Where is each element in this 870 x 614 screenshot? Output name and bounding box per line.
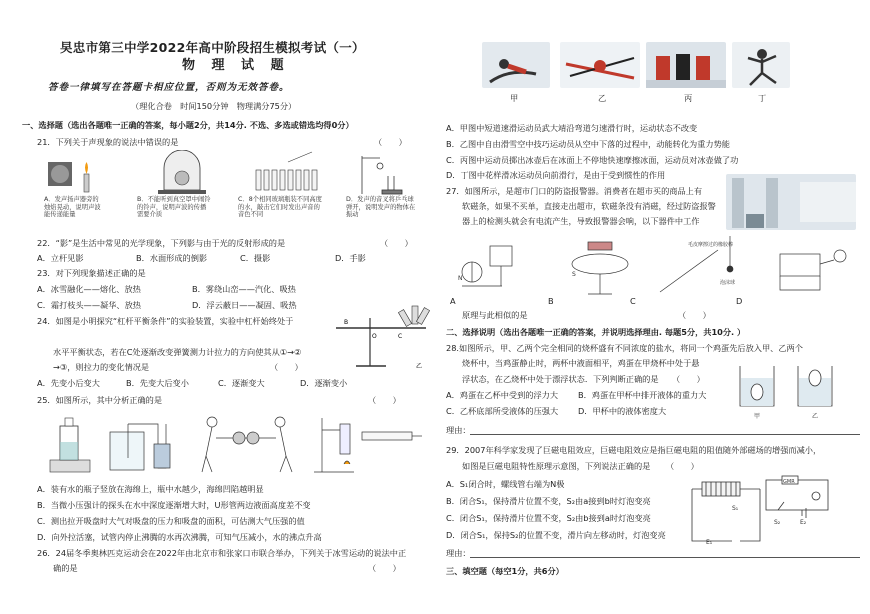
q28-option-b: B．鸡蛋在甲杯中排开液体的重力大 <box>578 390 707 400</box>
q28-fig-yi: 乙 <box>812 413 819 420</box>
q28-beakers-figure <box>732 356 852 420</box>
q22-option-b: B．水面形成的倒影 <box>136 253 208 263</box>
q24-line2: 水平平衡状态，若在C处逐渐改变弹簧测力计拉力的方向使其从①→② <box>53 347 302 357</box>
q27-opt-c: C <box>630 296 636 306</box>
q24-label-o: O <box>372 333 377 340</box>
syringe-boiling-figure <box>314 418 422 472</box>
tuning-fork-figure <box>362 156 402 194</box>
q27-fig-s: S <box>572 271 576 278</box>
q28-option-a: A．鸡蛋在乙杯中受到的浮力大 <box>446 390 559 400</box>
q24-label-z: 乙 <box>416 363 423 370</box>
bell-jar-figure <box>158 150 206 194</box>
q24-label-b: B <box>344 319 349 326</box>
q25-paren: （ ） <box>368 395 401 405</box>
q29-line1: 29．2007年科学家发现了巨磁电阻效应，巨磁电阻效应是指巨磁电阻的阻值随外部磁场的增强而减小， <box>446 445 822 455</box>
q29-fig-e2: E₂ <box>800 519 807 526</box>
q27-line2: 软磁条，如果不买单，直接走出超市，软磁条没有消磁，经过防盗报警 <box>462 201 716 211</box>
q29-paren: （ ） <box>666 461 699 471</box>
suction-cup-figure <box>202 417 292 472</box>
q21-option-d: D．发声的音叉将乒乓球弹开，说明发声的物体在振动 <box>346 196 416 219</box>
subject-title: 物 理 试 题 <box>182 58 290 73</box>
right-column <box>440 0 870 614</box>
q27-opt-a: A <box>450 296 456 306</box>
exam-title: 旲忠市第三中学2022年高中阶段招生模拟考试（一） <box>60 40 365 55</box>
notice: 答卷一律填写在答题卡相应位置，否则为无效答卷。 <box>48 82 290 93</box>
q29-option-d: D．闭合S₁，保持S₂的位置不变，滑片向左移动时，灯泡变亮 <box>446 530 666 540</box>
q24-paren: （ ） <box>270 362 303 372</box>
q27-figure-d <box>780 250 846 290</box>
q26-label-bing: 丙 <box>684 93 693 103</box>
q29-option-b: B．闭合S₁，保持滑片位置不变，S₂由a接到b时灯泡变亮 <box>446 496 651 506</box>
q29-gmr-circuit-figure <box>686 474 832 546</box>
q25-option-c: C．测出拉开吸盘时大气对吸盘的压力和吸盘的面积，可估测大气压强的值 <box>37 516 305 526</box>
q27-opt-d: D <box>736 296 743 306</box>
bottles-figure <box>256 152 317 190</box>
q25-stem: 25．如图所示，其中分析正确的是 <box>37 395 163 405</box>
q24-option-d: D．逐渐变小 <box>300 378 348 388</box>
q29-fig-gmr: GMR <box>783 479 795 485</box>
q26-label-jia: 甲 <box>510 93 519 103</box>
q24-option-b: B．先变大后变小 <box>126 378 189 388</box>
q28-option-d: D．甲杯中的液体密度大 <box>578 406 667 416</box>
q27-fig-note: 毛皮摩擦过的橡胶棒 <box>688 242 734 248</box>
q29-fig-s1: S₁ <box>732 505 739 512</box>
q24-line3: →③，则拉力的变化情况是 <box>53 362 150 372</box>
q26-label-yi: 乙 <box>598 93 607 103</box>
q23-option-d: D．浮云蔽日——凝固、吸热 <box>192 300 297 310</box>
q26-photo-ding <box>732 42 790 88</box>
q26-label-ding: 丁 <box>758 93 767 103</box>
q26-line2: 确的是 <box>53 563 78 573</box>
bottle-on-sponge-figure <box>50 418 90 472</box>
q29-fig-s2: S₂ <box>774 519 781 526</box>
q22-option-a: A．立杆见影 <box>37 253 84 263</box>
q22-paren: （ ） <box>380 238 413 248</box>
q25-option-d: D．向外拉活塞，试管内停止沸腾的水再次沸腾，可知气压减小，水的沸点升高 <box>37 532 322 542</box>
q24-option-c: C．逐渐变大 <box>218 378 265 388</box>
q24-option-a: A．先变小后变大 <box>37 378 100 388</box>
q23-option-b: B．雾绕山峦——汽化、吸热 <box>192 284 296 294</box>
q25-option-b: B．当微小压强计的探头在水中深度逐渐增大时，U形管两边液面高度差不变 <box>37 500 311 510</box>
q26-photo-yi <box>560 42 640 88</box>
q23-option-c: C．霜打枝头——凝华、放热 <box>37 300 141 310</box>
q27-line1: 27．如图所示，是超市门口的防盗报警器。消费者在超市买的商品上有 <box>446 186 703 196</box>
q29-reason-label: 理由： <box>446 548 471 558</box>
section-1-heading: 一、选择题（选出各题唯一正确的答案，每小题2分，共14分. 不选、多选或错选均得0分） <box>22 120 354 130</box>
q28-reason-label: 理由： <box>446 425 471 435</box>
q28-fig-jia: 甲 <box>754 413 761 420</box>
q26-option-d: D．丁图中花样滑冰运动员向前滑行，是由于受到惯性的作用 <box>446 170 666 180</box>
q22-option-c: C．摄影 <box>240 253 271 263</box>
section-2-heading: 二、选择说明（选出各题唯一正确的答案，并说明选择理由. 每题5分，共10分. ） <box>446 327 746 337</box>
q28-line3: 浮状态，在乙烧杯中处于漂浮状态．下列判断正确的是 <box>462 374 659 384</box>
q25-figures <box>44 408 424 476</box>
q27-line3: 器上的检测头就会有电流产生，导致报警器会响，以下器件中工作 <box>462 216 700 226</box>
q21-paren: （ ） <box>374 137 407 147</box>
q28-line1: 28.如图所示，甲、乙两个完全相同的烧杯盛有不同浓度的盐水，将同一个鸡蛋先后放入甲、乙两个 <box>446 343 803 353</box>
q22-stem: 22．“影”是生活中常见的光学现象，下列影与由于光的反射形成的是 <box>37 238 286 248</box>
q26-option-a: A．甲图中短道速滑运动员武大靖沿弯道匀速滑行时，运动状态不改变 <box>446 123 698 133</box>
q23-option-a: A．冰雪融化——熔化、放热 <box>37 284 141 294</box>
q21-option-c: C．8个相同玻璃瓶装不同高度的水，敲击它们时发出声音的音色不同 <box>238 196 322 219</box>
pressure-gauge-figure <box>110 424 170 470</box>
q21-option-b: B．不能听到真空罩中闹铃的铃声，说明声波的传播需要介质 <box>137 196 211 219</box>
q29-option-c: C．闭合S₁，保持滑片位置不变，S₂由b接到a时灯泡变亮 <box>446 513 651 523</box>
q27-figure-a <box>458 246 512 286</box>
q27-fig-note2: 泡沫球 <box>720 280 736 286</box>
q21-stem: 21．下列关于声现象的说法中错误的是 <box>37 137 179 147</box>
exam-info: （理化合卷 时间150分钟 物理满分75分） <box>131 101 297 111</box>
q28-reason-line[interactable] <box>470 434 860 435</box>
q27-figure-b <box>572 242 628 294</box>
q29-line2: 如图是巨磁电阻特性原理示意图，下列说法正确的是 <box>462 461 651 471</box>
q22-option-d: D．手影 <box>335 253 366 263</box>
q26-paren: （ ） <box>368 563 401 573</box>
q28-option-c: C．乙杯底部所受液体的压强大 <box>446 406 559 416</box>
q24-lever-figure <box>330 298 438 370</box>
q27-paren: （ ） <box>678 310 711 320</box>
q25-option-a: A．装有水的瓶子竖放在海绵上，瓶中水越少，海绵凹陷越明显 <box>37 484 264 494</box>
q24-label-c: C <box>398 333 403 340</box>
q27-line4: 原理与此相似的是 <box>462 310 528 320</box>
q21-option-a: A．发声扬声器旁的烛焰晃动，说明声波能传递能量 <box>44 196 101 219</box>
speaker-candle-figure <box>48 162 89 192</box>
q26-option-b: B．乙图中自由滑雪空中技巧运动员从空中下落的过程中，动能转化为重力势能 <box>446 139 730 149</box>
q26-photo-jia <box>482 42 550 88</box>
q28-paren: （ ） <box>672 374 705 384</box>
q21-figures <box>44 150 404 196</box>
q24-line1: 24．如图是小明探究“杠杆平衡条件”的实验装置，实验中杠杆始终处于 <box>37 316 294 326</box>
q26-line1: 26．24届冬季奥林匹克运动会在2022年由北京市和张家口市联合举办，下列关于冰雪运动的说法中正 <box>37 548 407 558</box>
q27-antitheft-photo <box>726 174 856 230</box>
q27-option-figures <box>450 236 860 304</box>
q27-opt-b: B <box>548 296 554 306</box>
q26-option-c: C．丙图中运动员掷出冰壶后在冰面上不停地快速摩擦冰面，运动员对冰壶做了功 <box>446 155 739 165</box>
q27-fig-n: N <box>458 275 463 282</box>
q29-reason-line[interactable] <box>470 557 860 558</box>
q26-photo-bing <box>646 42 726 88</box>
q28-line2: 烧杯中，当鸡蛋静止时，两杯中液面相平，鸡蛋在甲烧杯中处于悬 <box>462 358 700 368</box>
q29-fig-e1: E₁ <box>706 539 713 546</box>
q29-option-a: A．S₁闭合时，螺线管右端为N极 <box>446 479 565 489</box>
q23-stem: 23．对下列现象描述正确的是 <box>37 268 146 278</box>
section-3-heading: 三、填空题（每空1分，共6分） <box>446 566 564 576</box>
